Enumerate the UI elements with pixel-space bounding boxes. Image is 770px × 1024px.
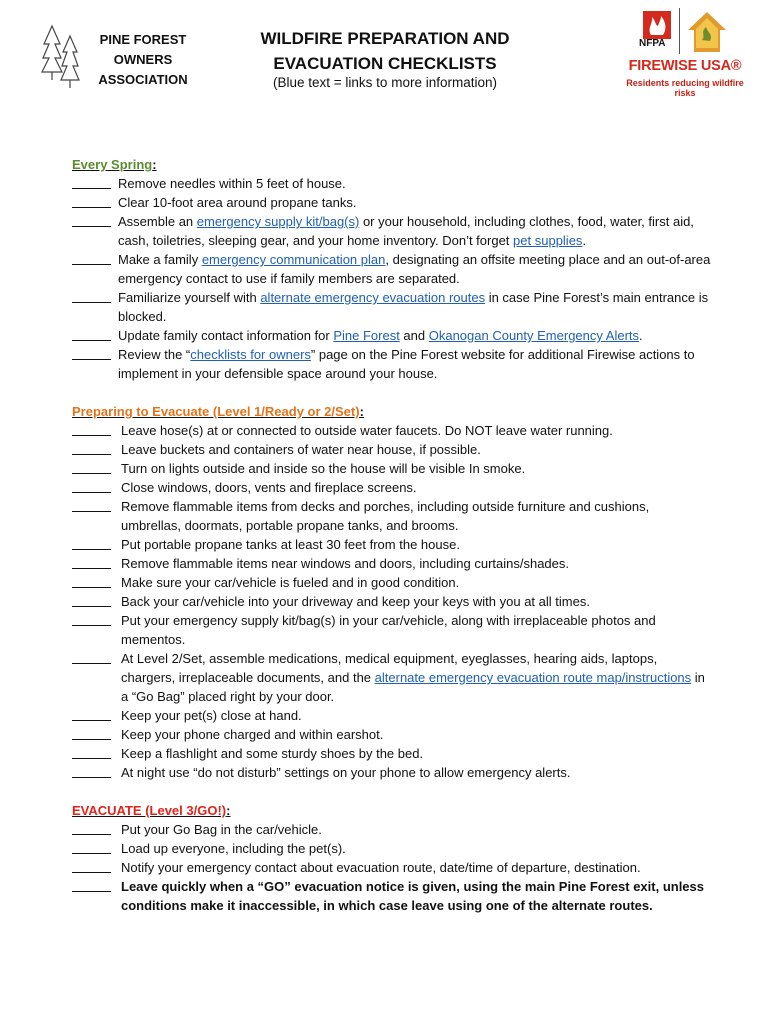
check-blank[interactable] <box>72 744 111 759</box>
section-heading-text: EVACUATE (Level 3/GO!) <box>72 803 227 818</box>
firewise-house-icon <box>686 10 728 54</box>
item-text-segment: Clear 10-foot area around propane tanks. <box>118 195 357 210</box>
item-text-segment: . <box>582 233 587 248</box>
section-heading <box>72 155 712 174</box>
check-blank[interactable] <box>72 478 111 493</box>
checklist-item <box>72 763 712 782</box>
nfpa-label: NFPA <box>639 38 666 49</box>
item-text-segment: Leave buckets and containers of water near house, if possible. <box>121 442 481 457</box>
check-blank[interactable] <box>72 440 111 455</box>
checklist-item <box>72 725 712 744</box>
check-blank[interactable] <box>72 839 111 854</box>
org-line: ASSOCIATION <box>98 72 188 87</box>
pine-trees-logo <box>40 22 82 92</box>
checklist-item <box>72 174 712 193</box>
item-text-segment: Remove flammable items near windows and doors, including curtains/shades. <box>121 556 569 571</box>
checklist-item <box>72 554 712 573</box>
check-blank[interactable] <box>72 497 111 512</box>
check-blank[interactable] <box>72 611 111 626</box>
item-text-segment: Put portable propane tanks at least 30 feet from the house. <box>121 537 460 552</box>
item-text <box>121 554 712 573</box>
item-text-segment: Back your car/vehicle into your driveway and keep your keys with you at all times. <box>121 594 590 609</box>
page-title <box>230 26 540 76</box>
item-text <box>121 858 712 877</box>
checklist-section <box>72 155 712 383</box>
checklist-item <box>72 820 712 839</box>
item-text <box>121 706 712 725</box>
org-line: OWNERS <box>113 52 173 67</box>
checklist-item <box>72 250 712 288</box>
item-text-segment: Make sure your car/vehicle is fueled and in good condition. <box>121 575 460 590</box>
check-blank[interactable] <box>72 421 111 436</box>
checklist-item <box>72 345 712 383</box>
item-text <box>121 839 712 858</box>
item-text <box>121 611 712 649</box>
item-text-segment: in case Pine Forest’s main entrance is blocked. <box>118 290 709 324</box>
item-text-segment: Assemble an <box>118 214 197 229</box>
section-heading <box>72 801 712 820</box>
check-blank[interactable] <box>72 592 111 607</box>
firewise-title: FIREWISE USA® <box>628 58 742 74</box>
check-blank[interactable] <box>72 725 111 740</box>
info-link[interactable]: alternate emergency evacuation routes <box>260 290 486 305</box>
item-text-segment: Leave quickly when a “GO” evacuation notice is given, using the main Pine Forest exit, unless conditions make it inaccessible, in which case leave using one of the alternate routes. <box>121 879 705 913</box>
item-text <box>121 421 712 440</box>
check-blank[interactable] <box>72 858 111 873</box>
item-text <box>118 345 712 383</box>
item-text-segment: and <box>399 328 429 343</box>
section-heading <box>72 402 712 421</box>
checklist-item <box>72 193 712 212</box>
checklist-item <box>72 421 712 440</box>
item-text-segment: or your household, including clothes, food, water, first aid, cash, toiletries, sleeping gear, and your home inventory. Don’t forget <box>118 214 694 248</box>
item-text-segment: Make a family <box>118 252 202 267</box>
checklist-item <box>72 497 712 535</box>
item-text <box>121 877 712 915</box>
check-blank[interactable] <box>72 212 111 227</box>
item-text <box>121 649 712 706</box>
checklist-content <box>72 155 712 934</box>
info-link[interactable]: pet supplies <box>513 233 583 248</box>
item-text-segment: Put your emergency supply kit/bag(s) in your car/vehicle, along with irreplaceable photos and mementos. <box>121 613 656 647</box>
item-text <box>121 478 712 497</box>
item-text <box>118 288 712 326</box>
item-text-segment: Turn on lights outside and inside so the house will be visible In smoke. <box>121 461 526 476</box>
check-blank[interactable] <box>72 174 111 189</box>
checklist-item <box>72 326 712 345</box>
item-text <box>121 744 712 763</box>
document-header <box>0 0 770 110</box>
check-blank[interactable] <box>72 554 111 569</box>
item-text <box>121 573 712 592</box>
item-text <box>121 592 712 611</box>
item-text <box>118 326 712 345</box>
item-text <box>118 250 712 288</box>
item-text-segment: , designating an offsite meeting place and an out-of-area emergency contact to use if family members are separated. <box>118 252 711 286</box>
check-blank[interactable] <box>72 763 111 778</box>
item-text <box>121 535 712 554</box>
item-text-segment: Review the “ <box>118 347 191 362</box>
check-blank[interactable] <box>72 288 111 303</box>
org-line: PINE FOREST <box>99 32 187 47</box>
checklist-item <box>72 212 712 250</box>
item-text <box>121 820 712 839</box>
org-name <box>92 30 194 90</box>
check-blank[interactable] <box>72 459 111 474</box>
item-text <box>121 725 712 744</box>
title-line: EVACUATION CHECKLISTS <box>273 54 497 73</box>
check-blank[interactable] <box>72 250 111 265</box>
item-text-segment: . <box>639 328 643 343</box>
check-blank[interactable] <box>72 877 111 892</box>
item-text <box>121 440 712 459</box>
page-subtitle: (Blue text = links to more information) <box>273 75 497 90</box>
firewise-tagline: Residents reducing wildfire risks <box>626 78 744 98</box>
item-text-segment: Keep your pet(s) close at hand. <box>121 708 302 723</box>
section-heading-text: Preparing to Evacuate (Level 1/Ready or 2/Set) <box>72 404 360 419</box>
checklist-item <box>72 839 712 858</box>
info-link[interactable]: checklists for owners <box>190 347 311 362</box>
info-link[interactable]: Okanogan County Emergency Alerts <box>428 328 640 343</box>
checklist-item <box>72 573 712 592</box>
checklist-item <box>72 649 712 706</box>
checklist-item <box>72 459 712 478</box>
item-text-segment: Remove flammable items from decks and porches, including outside furniture and cushions, umbrellas, doormats, portable propane tanks, and brooms. <box>121 499 650 533</box>
check-blank[interactable] <box>72 649 111 664</box>
logo-divider <box>679 8 680 54</box>
section-heading-text: Every Spring <box>72 157 153 172</box>
item-text-segment: Leave hose(s) at or connected to outside water faucets. Do NOT leave water running. <box>121 423 613 438</box>
item-text-segment: Keep your phone charged and within earshot. <box>121 727 384 742</box>
item-text-segment: At night use “do not disturb” settings on your phone to allow emergency alerts. <box>121 765 571 780</box>
check-blank[interactable] <box>72 706 111 721</box>
item-text-segment: Update family contact information for <box>118 328 334 343</box>
item-text-segment: At Level 2/Set, assemble medications, medical equipment, eyeglasses, hearing aids, laptops, chargers, irreplaceable documents, and the <box>121 651 658 685</box>
check-blank[interactable] <box>72 193 111 208</box>
check-blank[interactable] <box>72 326 111 341</box>
nfpa-flame-icon <box>642 10 672 40</box>
checklist-item <box>72 744 712 763</box>
check-blank[interactable] <box>72 573 111 588</box>
checklist-item <box>72 877 712 915</box>
heading-colon: : <box>152 157 157 172</box>
item-text-segment: in a “Go Bag” placed right by your door. <box>121 670 705 704</box>
check-blank[interactable] <box>72 820 111 835</box>
check-blank[interactable] <box>72 535 111 550</box>
item-text <box>121 497 712 535</box>
item-text-segment: Put your Go Bag in the car/vehicle. <box>121 822 322 837</box>
item-text <box>121 763 712 782</box>
item-text <box>118 212 712 250</box>
checklist-item <box>72 858 712 877</box>
checklist-item <box>72 440 712 459</box>
checklist-item <box>72 592 712 611</box>
checklist-section <box>72 801 712 915</box>
heading-colon: : <box>226 803 231 818</box>
item-text-segment: Remove needles within 5 feet of house. <box>118 176 346 191</box>
firewise-logo <box>620 8 750 98</box>
title-line: WILDFIRE PREPARATION AND <box>260 29 510 48</box>
checklist-section <box>72 402 712 782</box>
info-link[interactable]: Pine Forest <box>333 328 400 343</box>
checklist-item <box>72 535 712 554</box>
info-link[interactable]: alternate emergency evacuation route map/instructions <box>374 670 692 685</box>
item-text-segment: Familiarize yourself with <box>118 290 261 305</box>
item-text <box>121 459 712 478</box>
item-text <box>118 174 712 193</box>
info-link[interactable]: emergency supply kit/bag(s) <box>196 214 360 229</box>
info-link[interactable]: emergency communication plan <box>201 252 386 267</box>
item-text-segment: Notify your emergency contact about evacuation route, date/time of departure, destination. <box>121 860 641 875</box>
checklist-item <box>72 478 712 497</box>
item-text <box>118 193 712 212</box>
heading-colon: : <box>359 404 364 419</box>
checklist-item <box>72 706 712 725</box>
checklist-item <box>72 611 712 649</box>
item-text-segment: Load up everyone, including the pet(s). <box>121 841 346 856</box>
checklist-item <box>72 288 712 326</box>
item-text-segment: ” page on the Pine Forest website for additional Firewise actions to implement in your defensible space around your house. <box>118 347 695 381</box>
check-blank[interactable] <box>72 345 111 360</box>
item-text-segment: Keep a flashlight and some sturdy shoes by the bed. <box>121 746 424 761</box>
item-text-segment: Close windows, doors, vents and fireplace screens. <box>121 480 417 495</box>
